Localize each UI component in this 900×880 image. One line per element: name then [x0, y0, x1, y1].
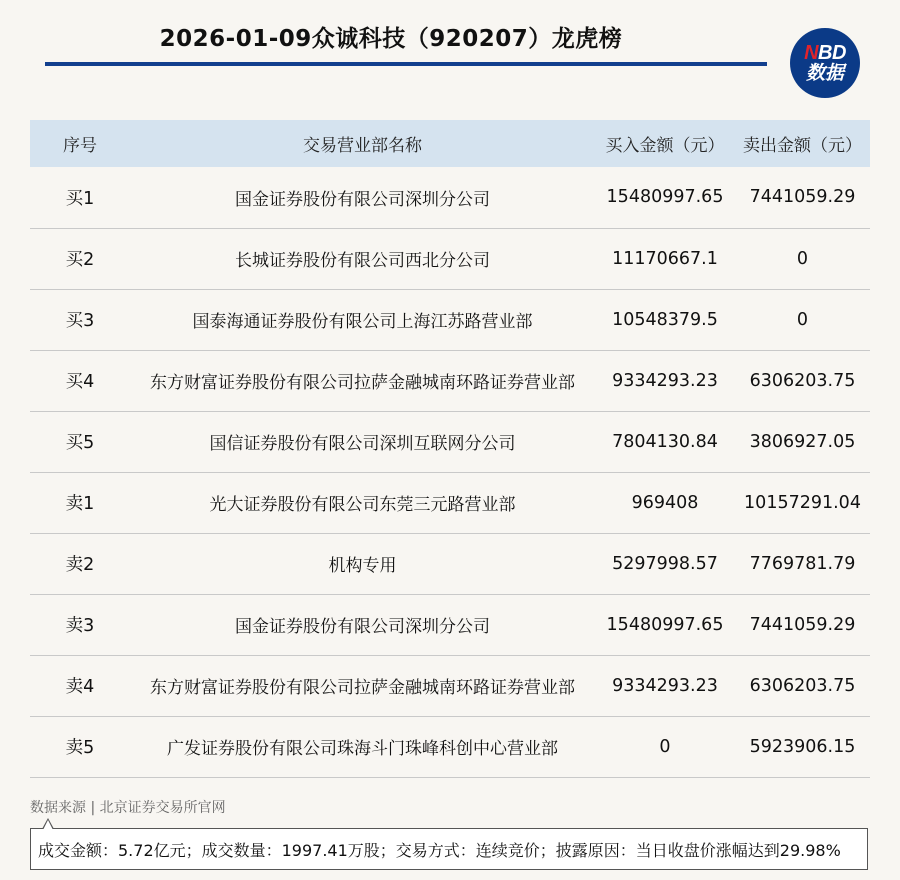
logo-n-letter: N [804, 41, 819, 64]
rank-cell: 买3 [30, 289, 130, 350]
sell-amount-cell: 6306203.75 [735, 655, 870, 716]
table-row [30, 350, 870, 411]
branch-name-cell: 国金证券股份有限公司深圳分公司 [130, 167, 595, 228]
branch-name-cell: 东方财富证券股份有限公司拉萨金融城南环路证券营业部 [130, 350, 595, 411]
branch-name-cell: 东方财富证券股份有限公司拉萨金融城南环路证券营业部 [130, 655, 595, 716]
sell-amount-cell: 7441059.29 [735, 167, 870, 228]
logo-bd-letters: BD [818, 41, 846, 64]
table-row [30, 472, 870, 533]
branch-name-cell: 国金证券股份有限公司深圳分公司 [130, 594, 595, 655]
table-row [30, 655, 870, 716]
table-row [30, 289, 870, 350]
nbd-logo [790, 28, 860, 98]
buy-amount-cell: 5297998.57 [595, 533, 735, 594]
column-header-branch-name: 交易营业部名称 [130, 120, 595, 167]
rank-cell: 买1 [30, 167, 130, 228]
column-header-sell-amount: 卖出金额（元） [735, 120, 870, 167]
buy-amount-cell: 11170667.1 [595, 228, 735, 289]
rank-cell: 买4 [30, 350, 130, 411]
data-source: 数据来源 | 北京证券交易所官网 [30, 800, 226, 816]
rank-cell: 买2 [30, 228, 130, 289]
rank-cell: 卖3 [30, 594, 130, 655]
sell-amount-cell: 5923906.15 [735, 716, 870, 777]
buy-amount-cell: 15480997.65 [595, 167, 735, 228]
branch-name-cell: 机构专用 [130, 533, 595, 594]
buy-amount-cell: 15480997.65 [595, 594, 735, 655]
column-header-rank: 序号 [30, 120, 130, 167]
sell-amount-cell: 10157291.04 [735, 472, 870, 533]
table-header-row [30, 120, 870, 167]
buy-amount-cell: 9334293.23 [595, 350, 735, 411]
sell-amount-cell: 0 [735, 228, 870, 289]
table-row [30, 411, 870, 472]
column-header-buy-amount: 买入金额（元） [595, 120, 735, 167]
sell-amount-cell: 7769781.79 [735, 533, 870, 594]
buy-amount-cell: 10548379.5 [595, 289, 735, 350]
rank-cell: 卖2 [30, 533, 130, 594]
table-row [30, 167, 870, 228]
rank-cell: 卖4 [30, 655, 130, 716]
branch-name-cell: 广发证券股份有限公司珠海斗门珠峰科创中心营业部 [130, 716, 595, 777]
buy-amount-cell: 0 [595, 716, 735, 777]
logo-text-line1 [804, 43, 846, 64]
table-row [30, 228, 870, 289]
table-row [30, 594, 870, 655]
rank-cell: 卖5 [30, 716, 130, 777]
trade-summary-callout: 成交金额：5.72亿元；成交数量：1997.41万股；交易方式：连续竞价；披露原因：当日收盘价涨幅达到29.98% [30, 828, 868, 870]
logo-text-line2: 数据 [805, 61, 844, 84]
sell-amount-cell: 7441059.29 [735, 594, 870, 655]
branch-name-cell: 国信证券股份有限公司深圳互联网分公司 [130, 411, 595, 472]
branch-name-cell: 国泰海通证券股份有限公司上海江苏路营业部 [130, 289, 595, 350]
page-title: 2026-01-09众诚科技（920207）龙虎榜 [159, 26, 623, 52]
buy-amount-cell: 9334293.23 [595, 655, 735, 716]
dragon-tiger-table [30, 120, 870, 778]
header [45, 18, 767, 66]
sell-amount-cell: 3806927.05 [735, 411, 870, 472]
rank-cell: 买5 [30, 411, 130, 472]
sell-amount-cell: 0 [735, 289, 870, 350]
buy-amount-cell: 7804130.84 [595, 411, 735, 472]
sell-amount-cell: 6306203.75 [735, 350, 870, 411]
buy-amount-cell: 969408 [595, 472, 735, 533]
table-row [30, 716, 870, 777]
branch-name-cell: 光大证券股份有限公司东莞三元路营业部 [130, 472, 595, 533]
table-row [30, 533, 870, 594]
branch-name-cell: 长城证券股份有限公司西北分公司 [130, 228, 595, 289]
rank-cell: 卖1 [30, 472, 130, 533]
